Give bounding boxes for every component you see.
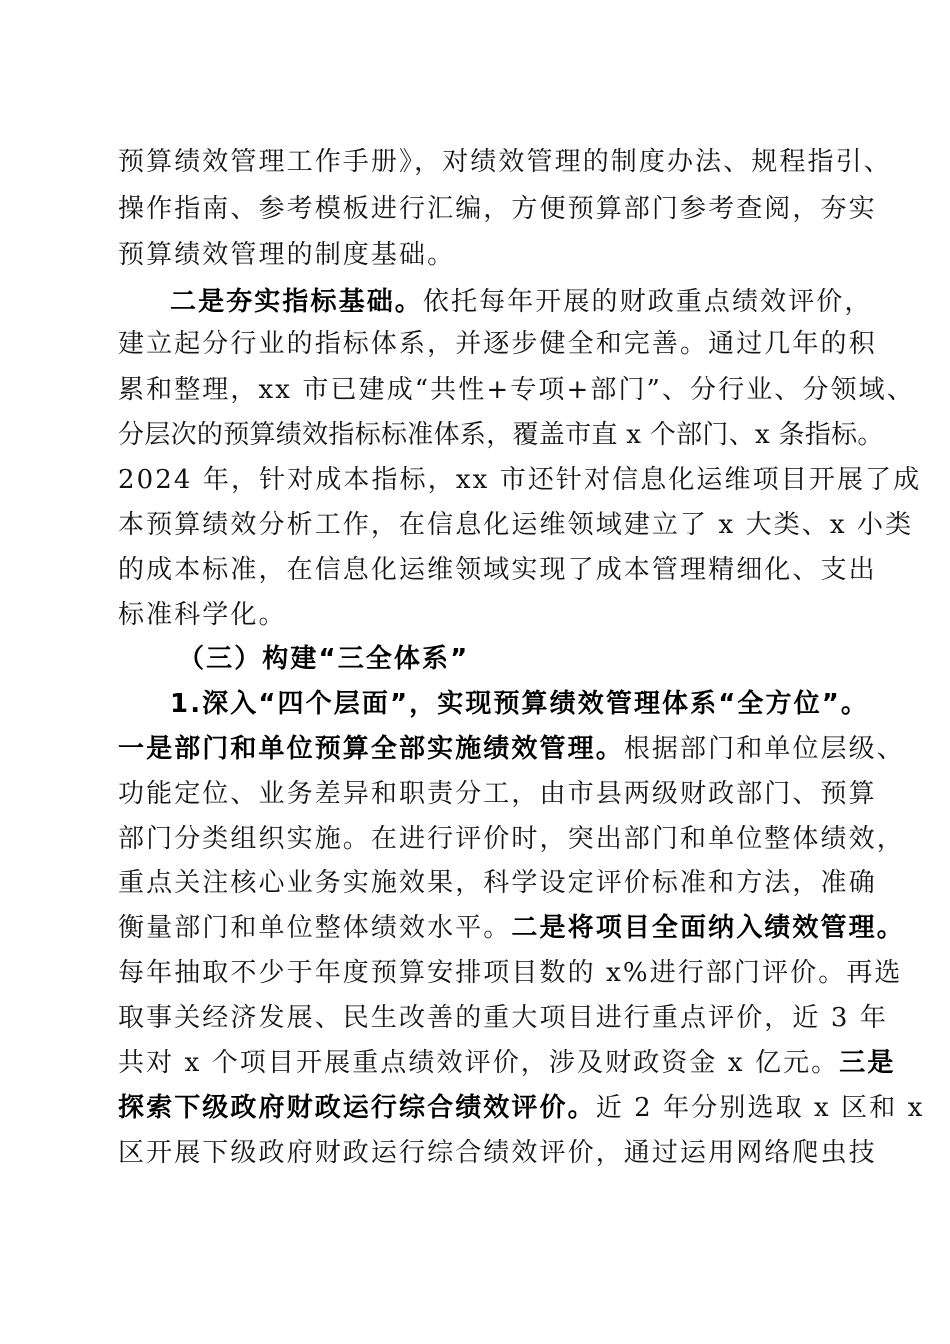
bold-heading-segment: 二是夯实指标基础。 (170, 287, 423, 317)
paragraph-line-10 (118, 555, 877, 585)
paragraph-line-7 (118, 420, 884, 450)
text-segment: 部门分类组织实施。在进行评价时，突出部门和单位整体绩效， (118, 824, 905, 854)
text-segment: 取事关经济发展、民生改善的重大项目进行重点评价，近 3 年 (118, 1003, 888, 1033)
text-segment: 建立起分行业的指标体系，并逐步健全和完善。通过几年的积 (118, 329, 877, 359)
text-segment: 标准科学化。 (118, 600, 287, 630)
paragraph-line-20 (118, 1003, 888, 1033)
paragraph-line-1 (118, 147, 892, 177)
text-segment: 预算绩效管理工作手册》，对绩效管理的制度办法、规程指引、 (118, 147, 892, 177)
paragraph-line-11 (118, 600, 287, 630)
text-segment: 分层次的预算绩效指标标准体系，覆盖市直 x 个部门、x 条指标。 (118, 420, 884, 450)
paragraph-line-4 (170, 287, 873, 317)
paragraph-line-2 (118, 194, 877, 224)
bold-heading-segment: 三是 (839, 1048, 896, 1078)
bold-heading-segment: 二是将项目全面纳入绩效管理。 (511, 913, 905, 943)
bold-heading-segment: 一是部门和单位预算全部实施绩效管理。 (118, 734, 624, 764)
paragraph-line-9 (118, 510, 913, 540)
paragraph-line-14 (118, 734, 905, 764)
paragraph-line-21 (118, 1048, 896, 1078)
paragraph-line-6 (118, 375, 915, 405)
text-segment: 预算绩效管理的制度基础。 (118, 240, 456, 270)
paragraph-line-22 (118, 1093, 925, 1123)
section-heading (178, 644, 469, 674)
paragraph-line-17 (118, 868, 877, 898)
text-segment: 根据部门和单位层级、 (623, 734, 905, 764)
text-segment: 重点关注核心业务实施效果，科学设定评价标准和方法，准确 (118, 868, 877, 898)
paragraph-line-3 (118, 240, 455, 270)
paragraph-line-5 (118, 329, 877, 359)
text-segment: 区开展下级政府财政运行综合绩效评价，通过运用网络爬虫技 (118, 1138, 877, 1168)
text-segment: 2024 年，针对成本指标，xx 市还针对信息化运维项目开展了成 (118, 465, 922, 495)
text-segment: 操作指南、参考模板进行汇编，方便预算部门参考查阅，夯实 (118, 194, 877, 224)
subsection-heading (170, 689, 869, 719)
text-segment: 衡量部门和单位整体绩效水平。 (118, 913, 512, 943)
bold-heading-segment: 探索下级政府财政运行综合绩效评价。 (118, 1093, 596, 1123)
subsection-heading-text: 1.深入“四个层面”，实现预算绩效管理体系“全方位”。 (170, 689, 870, 719)
paragraph-line-19 (118, 958, 903, 988)
text-segment: 功能定位、业务差异和职责分工，由市县两级财政部门、预算 (118, 779, 877, 809)
paragraph-line-18 (118, 913, 905, 943)
text-segment: 本预算绩效分析工作，在信息化运维领域建立了 x 大类、x 小类 (118, 510, 914, 540)
text-segment: 的成本标准，在信息化运维领域实现了成本管理精细化、支出 (118, 555, 877, 585)
text-segment: 每年抽取不少于年度预算安排项目数的 x%进行部门评价。再选 (118, 958, 903, 988)
text-segment: 累和整理，xx 市已建成“共性+专项+部门”、分行业、分领域、 (118, 375, 915, 405)
paragraph-line-15 (118, 779, 877, 809)
paragraph-line-8 (118, 465, 921, 495)
paragraph-line-23 (118, 1138, 877, 1168)
section-heading-text: （三）构建“三全体系” (178, 644, 470, 674)
text-segment: 共对 x 个项目开展重点绩效评价，涉及财政资金 x 亿元。 (118, 1048, 840, 1078)
text-segment: 近 2 年分别选取 x 区和 x (595, 1093, 925, 1123)
text-segment: 依托每年开展的财政重点绩效评价， (422, 287, 873, 317)
paragraph-line-16 (118, 824, 905, 854)
